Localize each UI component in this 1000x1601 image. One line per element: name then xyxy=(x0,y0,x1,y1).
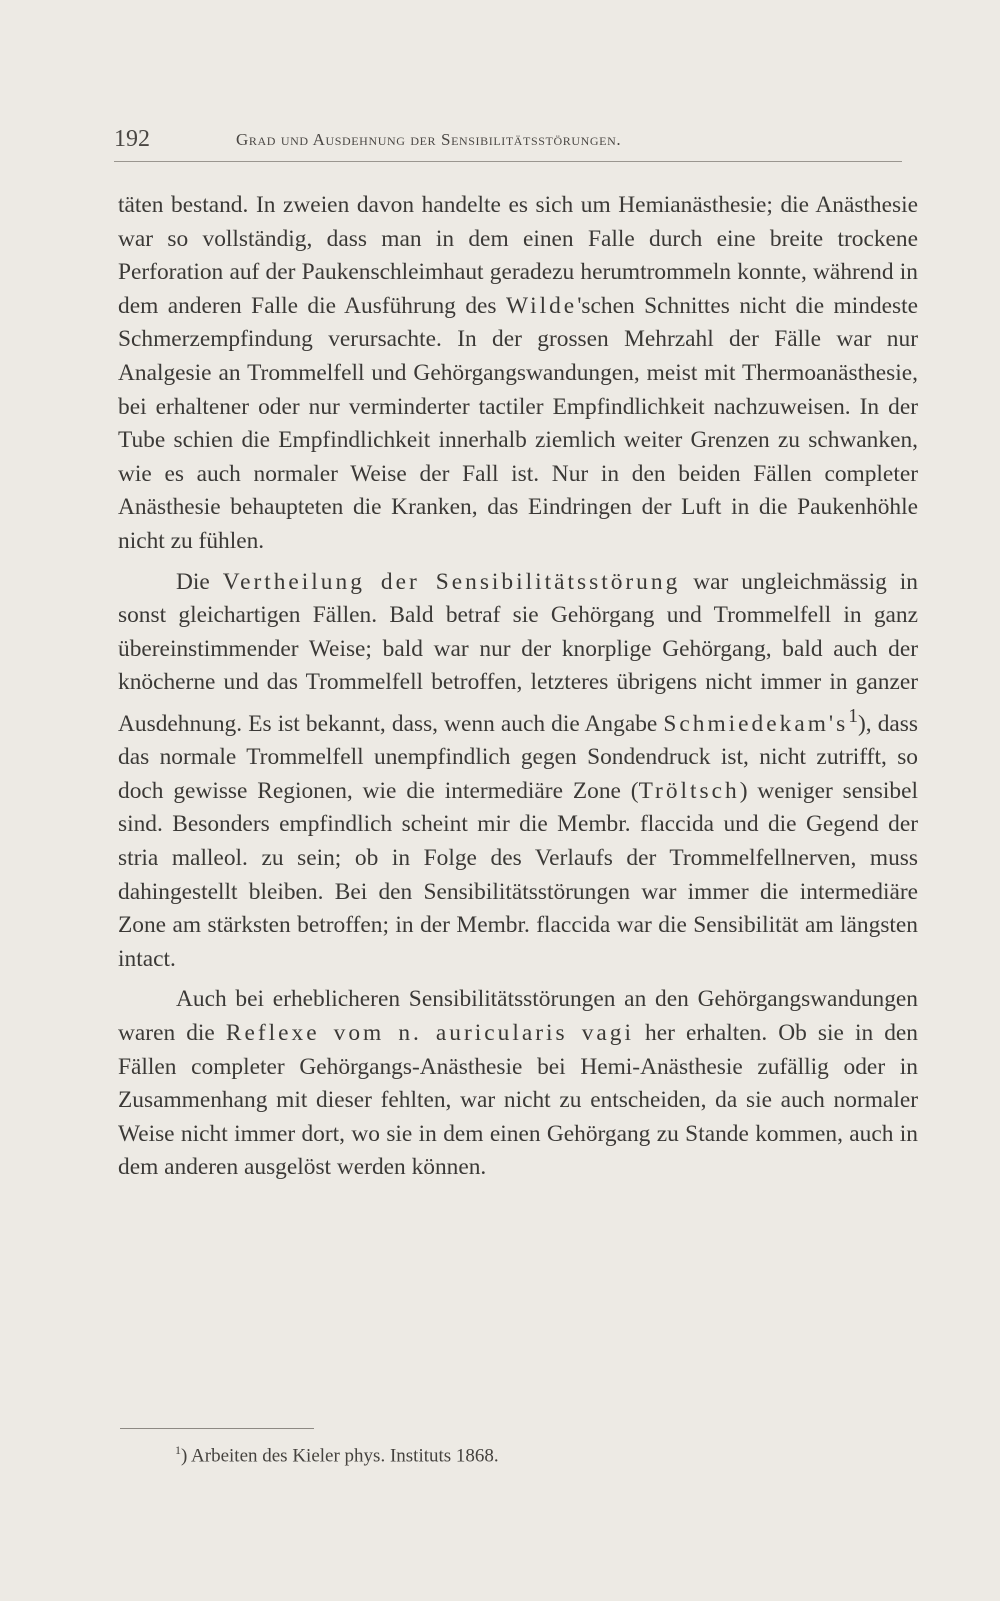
author-name-schmiedekam: Schmiedekam's xyxy=(663,710,849,737)
page-number: 192 xyxy=(114,126,150,152)
footnote xyxy=(175,1443,499,1467)
emphasis-reflexe: Reflexe vom n. auricularis vagi xyxy=(225,1020,634,1047)
main-text xyxy=(118,189,918,1185)
paragraph-2-text-a: war ungleichmässig in sonst gleichartigen Fällen. Bald betraf sie Gehörgang und Trommelfell in ganz übereinstimmender Weise; bald war nur der knorplige Gehörgang, bald auch der knöcherne und das Trommelfell betroffen, letzteres übrigens nicht immer in ganzer Ausdehnung. Es ist bekannt, dass, wenn auch die Angabe xyxy=(118,568,918,737)
author-name-wilde: Wilde xyxy=(505,292,578,319)
footnote-text: ) Arbeiten des Kieler phys. Instituts 1868. xyxy=(181,1445,499,1467)
paragraph-3-text-a: Auch bei erheblicheren Sensibilitätsstörungen an den Gehörgangswandungen waren die xyxy=(118,986,918,1047)
paragraph-2-text-b: ), dass das normale Trommelfell unempfindlich gegen Sondendruck ist, nicht zutrifft, so doch gewisse Regionen, wie die intermediäre Zone ( xyxy=(118,710,918,804)
paragraph-3 xyxy=(118,983,918,1185)
running-title: Grad und Ausdehnung der Sensibilitätsstörungen. xyxy=(236,130,622,149)
paragraph-1 xyxy=(118,189,918,559)
emphasis-vertheilung: Vertheilung der Sensibilitätsstörung xyxy=(222,568,681,595)
author-name-troeltsch: Tröltsch xyxy=(638,777,740,804)
paragraph-2-text-c: ) weniger sensibel sind. Besonders empfindlich scheint mir die Membr. flaccida und die Gegend der stria malleol. zu sein; ob in Folge des Verlaufs der Trommelfellnerven, muss dahingestellt bleiben. Bei den Sensibilitätsstörungen war immer die intermediäre Zone am stärksten betroffen; in der Membr. flaccida war die Sensibilität am längsten intact. xyxy=(118,777,918,972)
footnote-rule xyxy=(120,1428,314,1429)
paragraph-3-text-b: her erhalten. Ob sie in den Fällen completer Gehörgangs-Anästhesie bei Hemi-Anästhesie zufällig oder in Zusammenhang mit dieser fehlten, war nicht zu entscheiden, da sie auch normaler Weise nicht immer dort, wo sie in dem einen Gehörgang zu Stande kommen, auch in dem anderen ausgelöst werden können. xyxy=(118,1020,918,1181)
paragraph-1-text-b: 'schen Schnittes nicht die mindeste Schmerzempfindung verursachte. In der grossen Mehrzahl der Fälle war nur Analgesie an Trommelfell und Gehörgangswandungen, meist mit Thermoanästhesie, bei erhaltener oder nur verminderter tactiler Empfindlichkeit nachzuweisen. In der Tube schien die Empfindlichkeit innerhalb ziemlich weiter Grenzen zu schwanken, wie es auch normaler Weise der Fall ist. Nur in den beiden Fällen completer Anästhesie behaupteten die Kranken, das Eindringen der Luft in die Paukenhöhle nicht zu fühlen. xyxy=(118,292,919,554)
header-rule xyxy=(114,161,902,162)
paragraph-2 xyxy=(118,566,918,977)
paragraph-2-text-start: Die xyxy=(176,568,223,595)
footnote-reference[interactable]: 1 xyxy=(848,705,858,727)
page-header xyxy=(114,126,904,158)
paragraph-1-text-a: täten bestand. In zweien davon handelte es sich um Hemianästhesie; die Anästhesie war so vollständig, dass man in dem einen Falle durch eine breite trockene Perforation auf der Paukenschleimhaut geradezu herumtrommeln konnte, während in dem anderen Falle die Ausführung des xyxy=(118,192,918,319)
footnote-marker: 1 xyxy=(175,1443,181,1457)
